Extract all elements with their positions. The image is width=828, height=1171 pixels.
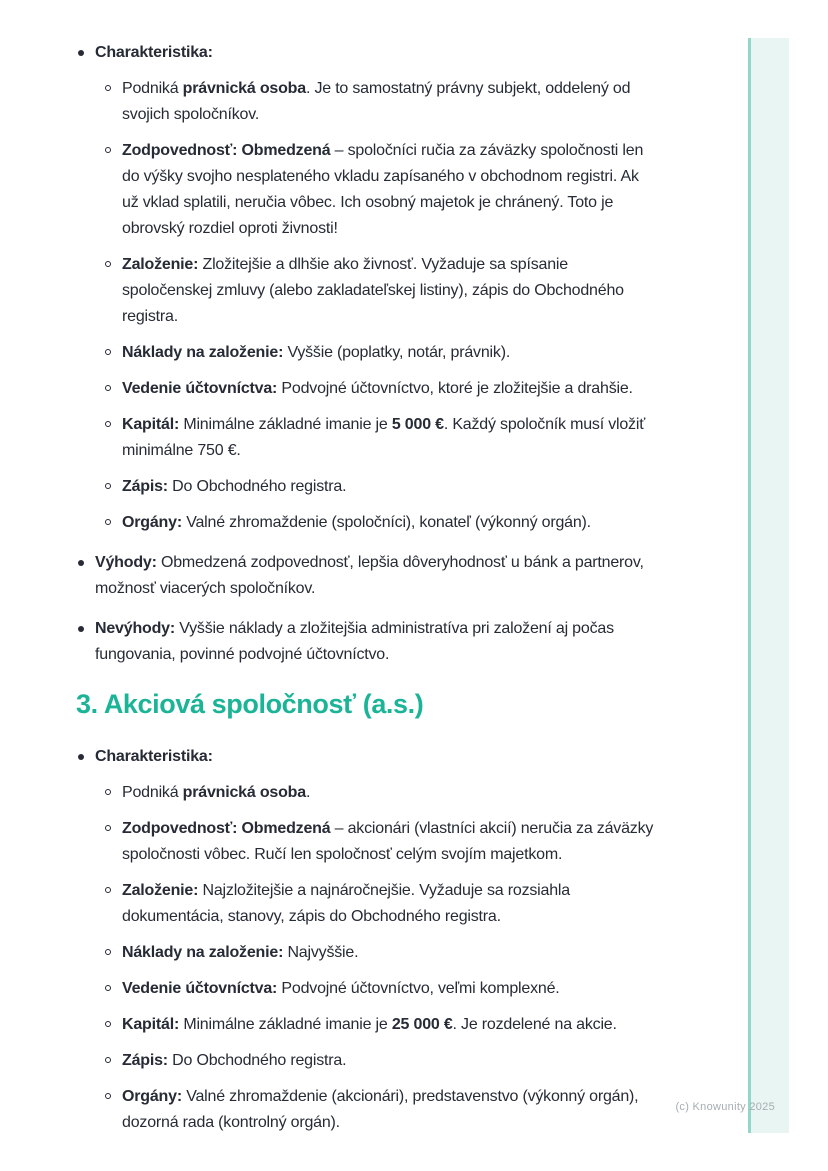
list-item-text: Podniká právnická osoba. (122, 784, 311, 801)
document-content (78, 40, 658, 1146)
page-edge-highlight-bar (748, 38, 789, 1133)
section-heading: 3. Akciová spoločnosť (a.s.) (76, 689, 424, 719)
bullet-list (78, 744, 658, 1136)
circle-bullet-icon (105, 789, 111, 795)
list-item (105, 252, 658, 330)
list-item-text: Kapitál: Minimálne základné imanie je 25 000 €. Je rozdelené na akcie. (122, 1016, 617, 1033)
list-item (105, 780, 658, 806)
page-edge-highlight-line (748, 38, 751, 1133)
list-item-text: Zodpovednosť: Obmedzená – akcionári (vlastníci akcií) neručia za záväzky spoločnosti vôbec. Ručí len spoločnosť celým svojím majetkom. (122, 820, 654, 863)
list-item (105, 376, 658, 402)
list-item (105, 340, 658, 366)
list-item-text: Kapitál: Minimálne základné imanie je 5 000 €. Každý spoločník musí vložiť minimálne 750 €. (122, 416, 646, 459)
list-item (78, 550, 658, 602)
list-item-text: Nevýhody: Vyššie náklady a zložitejšia administratíva pri založení aj počas fungovania, povinné podvojné účtovníctvo. (95, 620, 614, 663)
copyright-watermark: (c) Knowunity 2025 (675, 1101, 775, 1113)
circle-bullet-icon (105, 519, 111, 525)
list-item-text: Založenie: Zložitejšie a dlhšie ako živnosť. Vyžaduje sa spísanie spoločenskej zmluvy (alebo zakladateľskej listiny), zápis do Obchodného registra. (122, 256, 624, 325)
list-item (78, 744, 658, 770)
list-item (105, 1084, 658, 1136)
circle-bullet-icon (105, 985, 111, 991)
circle-bullet-icon (105, 385, 111, 391)
list-item (105, 1012, 658, 1038)
list-item-text: Náklady na založenie: Najvyššie. (122, 944, 359, 961)
list-item-text: Náklady na založenie: Vyššie (poplatky, notár, právnik). (122, 344, 511, 361)
list-item (105, 976, 658, 1002)
list-item-text: Výhody: Obmedzená zodpovednosť, lepšia dôveryhodnosť u bánk a partnerov, možnosť viacerých spoločníkov. (95, 554, 644, 597)
list-item (105, 510, 658, 536)
circle-bullet-icon (105, 85, 111, 91)
list-item (105, 940, 658, 966)
disc-bullet-icon (78, 50, 84, 56)
circle-bullet-icon (105, 1057, 111, 1063)
bullet-list (78, 40, 658, 668)
list-item-text: Podniká právnická osoba. Je to samostatný právny subjekt, oddelený od svojich spoločníkov. (122, 80, 631, 123)
list-item-text: Charakteristika: (95, 748, 213, 765)
list-item (78, 40, 658, 66)
circle-bullet-icon (105, 949, 111, 955)
circle-bullet-icon (105, 147, 111, 153)
list-item (105, 138, 658, 242)
list-item-text: Vedenie účtovníctva: Podvojné účtovníctvo, veľmi komplexné. (122, 980, 560, 997)
list-item-text: Zodpovednosť: Obmedzená – spoločníci ručia za záväzky spoločnosti len do výšky svojho nesplateného vkladu zapísaného v obchodnom registri. Ak už vklad splatili, neručia vôbec. Ich osobný majetok je chránený. Toto je obrovský rozdiel oproti živnosti! (122, 142, 644, 237)
disc-bullet-icon (78, 754, 84, 760)
circle-bullet-icon (105, 887, 111, 893)
list-item-text: Zápis: Do Obchodného registra. (122, 478, 347, 495)
circle-bullet-icon (105, 349, 111, 355)
list-item (105, 878, 658, 930)
disc-bullet-icon (78, 560, 84, 566)
list-item-text: Založenie: Najzložitejšie a najnáročnejšie. Vyžaduje sa rozsiahla dokumentácia, stanovy, zápis do Obchodného registra. (122, 882, 570, 925)
list-item (105, 474, 658, 500)
list-item-text: Orgány: Valné zhromaždenie (spoločníci), konateľ (výkonný orgán). (122, 514, 591, 531)
list-item-text: Charakteristika: (95, 44, 213, 61)
circle-bullet-icon (105, 1021, 111, 1027)
circle-bullet-icon (105, 1093, 111, 1099)
list-item (105, 816, 658, 868)
list-item (78, 616, 658, 668)
circle-bullet-icon (105, 483, 111, 489)
circle-bullet-icon (105, 261, 111, 267)
list-item (105, 412, 658, 464)
list-item-text: Zápis: Do Obchodného registra. (122, 1052, 347, 1069)
list-item-text: Orgány: Valné zhromaždenie (akcionári), predstavenstvo (výkonný orgán), dozorná rada (kontrolný orgán). (122, 1088, 639, 1131)
list-item (105, 76, 658, 128)
disc-bullet-icon (78, 626, 84, 632)
circle-bullet-icon (105, 825, 111, 831)
list-item-text: Vedenie účtovníctva: Podvojné účtovníctvo, ktoré je zložitejšie a drahšie. (122, 380, 633, 397)
circle-bullet-icon (105, 421, 111, 427)
list-item (105, 1048, 658, 1074)
